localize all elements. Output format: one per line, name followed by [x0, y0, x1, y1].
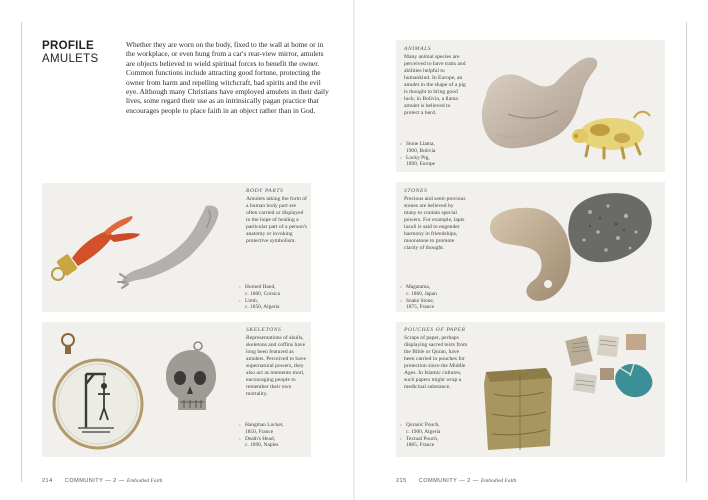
- right-footer-section: COMMUNITY: [418, 478, 458, 484]
- left-page-number: 214: [42, 478, 53, 484]
- body-parts-captions: [239, 284, 280, 311]
- intro-paragraph: Whether they are worn on the body, fixed to the wall at home or in the workplace, or even hung from a car's rear-view mirror, amulets are objects believed to wield spiritual forces to benefit the owner. Common functions include attracting good fortune, protecting the owner from harm and repelling witchcraft, bad spirits and the evil eye. Although many Christians have employed amulets in their daily lives, some regard their use as an intrinsically pagan practice that encourages people to place faith in an object rather than in God.: [126, 40, 329, 115]
- caption-line: c. 1800, Corsica: [245, 290, 281, 297]
- pouches-title: POUCHES OF PAPER: [404, 327, 466, 333]
- caption-line: Magatama,: [406, 284, 431, 290]
- caption-arrow-icon: ‹: [239, 435, 241, 442]
- caption-line: 1890, Europe: [406, 161, 436, 168]
- left-footer-chapter: — 2 —: [105, 478, 125, 484]
- left-footer-title: Embodied Faith: [126, 478, 163, 484]
- caption-line: c. 1850, Algeria: [245, 304, 280, 311]
- animals-title: ANIMALS: [404, 46, 432, 52]
- stones-captions: [400, 284, 437, 311]
- heading-label: PROFILE: [42, 40, 94, 52]
- caption-line: 1850, France: [245, 428, 274, 435]
- heading-subtitle: AMULETS: [42, 53, 99, 65]
- pouches-captions: [400, 422, 440, 449]
- pouches-body: Scraps of paper, perhaps displaying sacred texts from the Bible or Quran, have been carried in pouches for protection since the Middle Ages. In Islamic cultures, such papers might wrap a medicinal substance.: [404, 335, 468, 390]
- caption-arrow-icon: ‹: [239, 297, 241, 304]
- right-page-edge: [686, 22, 687, 482]
- stones-text: [404, 188, 466, 252]
- caption-line: Snake Stone,: [406, 297, 435, 304]
- skeletons-captions: [239, 422, 284, 449]
- caption-line: Stone Llama,: [406, 141, 435, 147]
- stones-body: Precious and semi-precious stones are believed by many to contain special powers. For example, lapis lazuli is said to engender harmony in friendships, moonstone to promote clarity of thought.: [404, 196, 466, 251]
- skeletons-text: [246, 327, 308, 398]
- caption-line: 1900, Bolivia: [406, 147, 436, 154]
- quranic-pouch-image: [480, 364, 556, 454]
- body-parts-title: BODY PARTS: [246, 188, 284, 194]
- section-heading: [42, 40, 98, 65]
- skeletons-title: SKELETONS: [246, 327, 282, 333]
- deaths-head-image: [160, 340, 220, 420]
- animals-body: Many animal species are perceived to have traits and abilities helpful to humankind. In Europe, an amulet in the shape of a pig is thought to bring good luck; in Bolivia, a llama amulet is believed to protect a herd.: [404, 54, 466, 116]
- right-footer-title: Embodied Faith: [480, 478, 517, 484]
- caption-arrow-icon: ‹: [400, 141, 402, 147]
- animals-captions: [400, 141, 435, 168]
- caption-line: 1875, France: [406, 304, 435, 311]
- caption-arrow-icon: ‹: [400, 284, 402, 290]
- caption-arrow-icon: ‹: [400, 154, 402, 161]
- body-parts-text: [246, 188, 308, 245]
- left-footer: [42, 478, 162, 484]
- lucky-pig-image: [570, 108, 660, 163]
- caption-arrow-icon: ‹: [239, 284, 241, 290]
- left-footer-section: COMMUNITY: [64, 478, 104, 484]
- textual-pouch-image: [560, 328, 660, 410]
- limb-image: [118, 200, 228, 292]
- caption-arrow-icon: ‹: [400, 435, 402, 442]
- caption-line: Horned Hand,: [245, 284, 276, 290]
- caption-line: c. 1860, Japan: [406, 290, 437, 297]
- caption-line: c. 1900, Algeria: [406, 428, 441, 435]
- pouches-text: [404, 327, 468, 391]
- caption-line: Quranic Pouch,: [406, 422, 440, 428]
- body-parts-body: Amulets taking the form of a human body part are often carried or displayed in the hope of healing a particular part of a person's anatomy or invoking protective symbolism.: [246, 196, 307, 244]
- caption-line: 1885, France: [406, 442, 435, 449]
- caption-arrow-icon: ‹: [239, 422, 241, 428]
- book-gutter: [353, 0, 355, 500]
- skeletons-body: Representations of skulls, skeletons and coffins have long been featured as amulets. Perceived to have supernatural powers, they also act as memento mori, encouraging people to remember their own mortality.: [246, 335, 306, 397]
- right-page-number: 215: [396, 478, 407, 484]
- hangman-locket-image: [48, 328, 152, 452]
- stones-title: STONES: [404, 188, 428, 194]
- right-footer: [396, 478, 516, 484]
- caption-line: Limb,: [245, 297, 259, 304]
- caption-line: Death's Head,: [245, 435, 276, 442]
- right-footer-chapter: — 2 —: [459, 478, 479, 484]
- caption-line: Textual Pouch,: [406, 435, 439, 442]
- caption-line: Lucky Pig,: [406, 154, 430, 161]
- caption-line: Hangman Locket,: [245, 422, 284, 428]
- left-page-edge: [21, 22, 22, 482]
- animals-text: [404, 46, 466, 117]
- caption-line: c. 1890, Naples: [245, 442, 279, 449]
- caption-arrow-icon: ‹: [400, 422, 402, 428]
- caption-arrow-icon: ‹: [400, 297, 402, 304]
- snake-stone-image: [560, 188, 656, 268]
